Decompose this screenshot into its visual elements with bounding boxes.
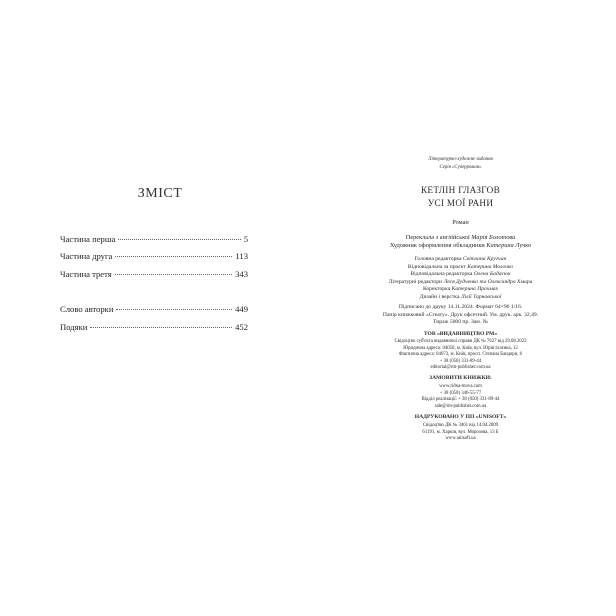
credit-line [305, 264, 616, 271]
cover-artist-label: Художник оформлення обкладинки [389, 242, 485, 249]
series-line: Серія «Суперроман» [439, 165, 482, 170]
translator-name: Марія Болотова [471, 234, 516, 241]
print-info-line: Папір книжковий «Сгеату». Друк офсетний. Ум. друк. арк. 32,49. [382, 311, 539, 318]
publisher-line: Юридична адреса: 04050, м. Київ, вул. Юрія Іллєнка, 12 [403, 345, 518, 351]
toc-entry-page: 343 [235, 269, 248, 279]
order-line: Відділ реалізації: + 38 (050) 331-89-44 [421, 397, 500, 402]
dot-leader [90, 326, 232, 328]
toc-entry [60, 322, 248, 336]
credit-name: Світлана Кругчан [462, 256, 507, 262]
author-name: КЕТЛІН ГЛАЗГОВ [420, 185, 501, 195]
printer-line: Свідоцтво ДК № 3461 від 14.04.2009 [422, 423, 499, 428]
toc-entry [60, 251, 248, 265]
contents-title: ЗМІСТ [137, 186, 183, 201]
toc-entry-page: 452 [235, 322, 248, 332]
translator-line [305, 234, 616, 242]
book-title: УСІ МОЇ РАНИ [427, 198, 494, 208]
toc-entry-page: 113 [235, 251, 248, 261]
publisher-line: Фактична адреса: 04073, м. Київ, просп. Степана Бандери, 6 [398, 352, 523, 357]
cover-artist-line [305, 242, 616, 250]
credit-name: Олена Бадасюк [473, 271, 511, 277]
translator-label: Переклала з англійської [405, 234, 470, 241]
credit-line [305, 286, 616, 293]
credit-role: Відповідальна редакторка [410, 271, 473, 277]
imprint-page [305, 0, 616, 616]
credit-name: Катерина Прохмах [451, 286, 499, 292]
contents-page [0, 0, 305, 616]
toc-entry-label: Частина перша [60, 234, 116, 244]
toc-entry [60, 234, 248, 248]
printer-line: 61191, м. Харків, вул. Морозова, 13 Б [422, 429, 499, 435]
toc-entry [60, 304, 248, 318]
toc-entry-page: 449 [235, 304, 248, 314]
toc-entry-label: Частина друга [60, 251, 113, 261]
toc-entry [60, 269, 248, 283]
credit-line [305, 279, 616, 286]
toc-entry-label: Подяки [60, 322, 88, 332]
credit-line [305, 256, 616, 263]
genre-line: Літературно-художнє видання [428, 157, 493, 162]
print-info-line: Підписано до друку 14.11.2024. Формат 64×96 1/16. [398, 304, 523, 310]
credit-name: Катерина Молочко [467, 263, 514, 270]
dot-leader [116, 308, 232, 310]
credit-name: Лілії Тарнавської [460, 293, 502, 300]
credit-name: Леся Дудченко та Олександра Хмара [443, 278, 533, 285]
order-line: sale@rm-publisher.com.ua [434, 403, 487, 409]
publisher-name: ТОВ «ВИДАВНИЦТВО РМ» [423, 331, 498, 337]
toc-entry-page: 5 [243, 234, 248, 244]
credit-role: Літературні редактори [388, 278, 443, 285]
print-info-line: Тираж 5000 пр. Зам. № [433, 319, 488, 325]
publisher-line: + 38 (050) 331-89-44 [439, 358, 482, 364]
credit-line [305, 294, 616, 301]
credit-line [305, 271, 616, 278]
order-line: www.ridna-mova.com [439, 384, 482, 389]
publisher-line: Свідоцтво суб'єкта видавничої справи ДК № 7627 від 29.08.2022 [394, 339, 527, 344]
publisher-line: editorial@rm-publisher.com.ua [430, 365, 491, 370]
credit-role: Відповідальна за проєкт [407, 263, 466, 270]
cover-artist-name: Катерина Лучко [486, 242, 532, 249]
credit-role: Головна редакторка [414, 256, 462, 262]
dot-leader [115, 273, 232, 275]
toc-entry-label: Слово авторки [60, 304, 114, 314]
printer-heading: НАДРУКОВАНО У ПП «UNISOFT» [414, 414, 507, 420]
order-line: + 38 (050) 346-55-77 [439, 390, 482, 396]
book-form: Роман [452, 219, 469, 226]
dot-leader [118, 238, 240, 240]
printer-line: www.unisoft.ua [445, 436, 476, 441]
credit-role: Дизайн і верстка [419, 293, 460, 300]
toc-entry-label: Частина третя [60, 269, 112, 279]
order-heading: ЗАМОВИТИ КНИЖКИ: [429, 375, 492, 381]
credit-role: Коректорка [422, 286, 451, 292]
dot-leader [115, 255, 232, 257]
